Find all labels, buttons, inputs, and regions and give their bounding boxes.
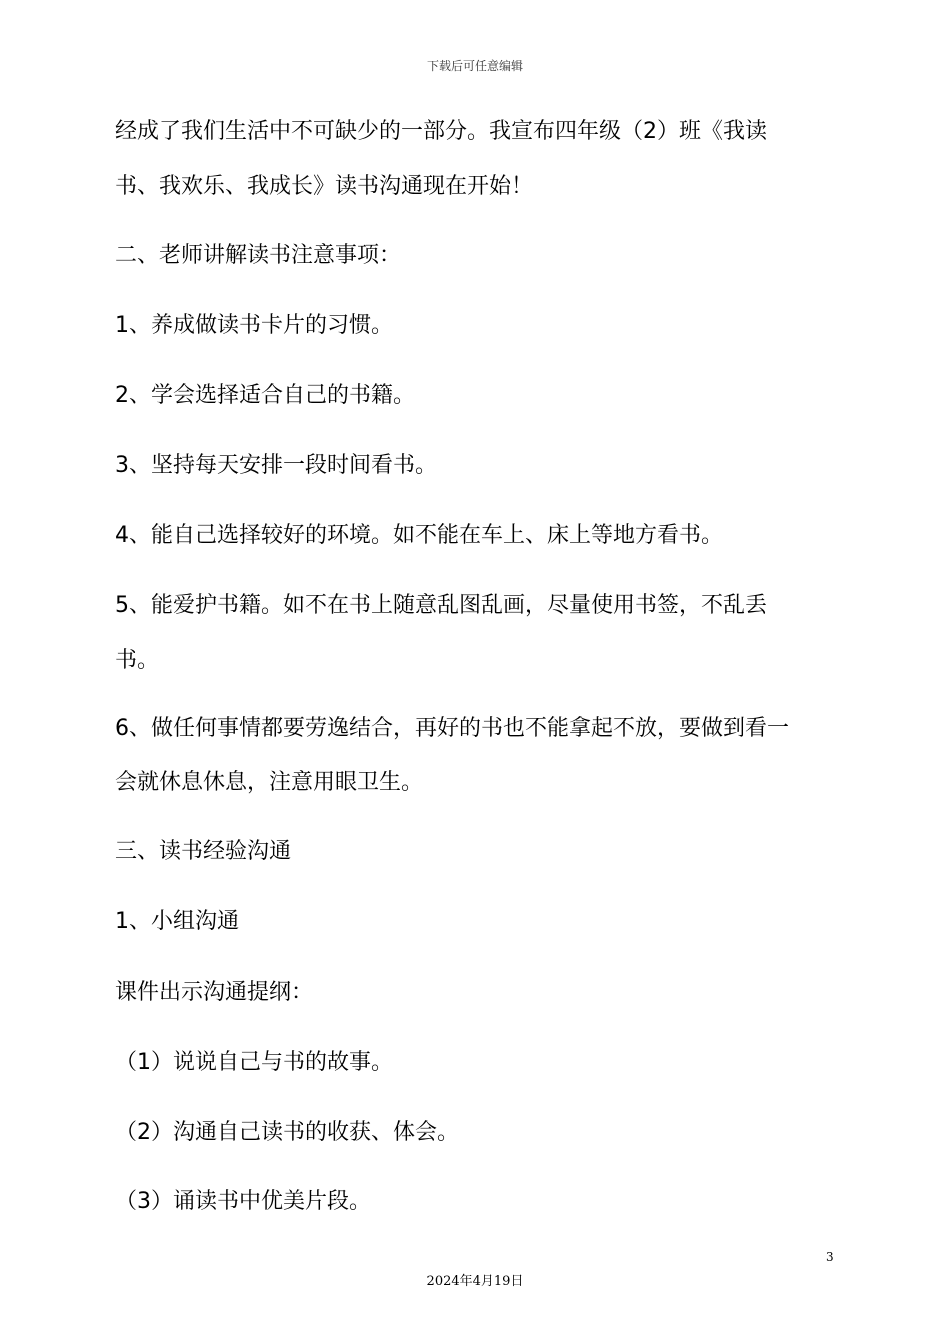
list-item: 1、养成做读书卡片的习惯。 <box>115 313 393 338</box>
list-item-continuation: 书。 <box>115 648 160 673</box>
list-item: 3、坚持每天安排一段时间看书。 <box>115 453 437 478</box>
section-heading: 三、读书经验沟通 <box>115 839 292 864</box>
list-item: 4、能自己选择较好的环境。如不能在车上、床上等地方看书。 <box>115 523 723 548</box>
section-heading: 二、老师讲解读书注意事项： <box>115 243 402 268</box>
page-header: 下载后可任意编辑 <box>426 59 523 73</box>
outline-item: （1）说说自己与书的故事。 <box>115 1050 393 1075</box>
text-line: 课件出示沟通提纲： <box>115 980 314 1005</box>
outline-item: （3）诵读书中优美片段。 <box>115 1189 371 1214</box>
list-item: 5、能爱护书籍。如不在书上随意乱图乱画，尽量使用书签，不乱丢 <box>115 593 767 618</box>
outline-item: （2）沟通自己读书的收获、体会。 <box>115 1120 459 1145</box>
text-line: 经成了我们生活中不可缺少的一部分。我宣布四年级（2）班《我读 <box>115 119 767 144</box>
list-item: 2、学会选择适合自己的书籍。 <box>115 383 415 408</box>
text-line: 书、我欢乐、我成长》读书沟通现在开始！ <box>115 174 534 199</box>
list-item-continuation: 会就休息休息，注意用眼卫生。 <box>115 770 424 795</box>
footer-date: 2024年4月19日 <box>426 1274 524 1289</box>
list-item: 6、做任何事情都要劳逸结合，再好的书也不能拿起不放，要做到看一 <box>115 716 789 741</box>
subsection-heading: 1、小组沟通 <box>115 909 239 934</box>
page-number: 3 <box>826 1250 834 1264</box>
